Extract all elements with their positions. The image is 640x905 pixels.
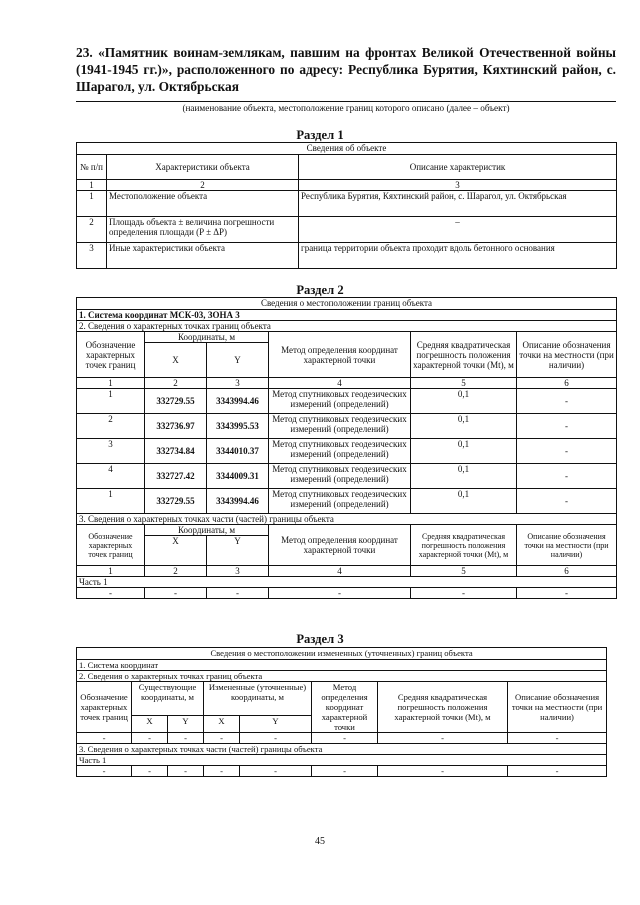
s2-header-desc: Описание обозначения точки на местности (при наличии) [517,332,617,378]
s2p-header-method: Метод определения координат характерной точки [269,525,411,566]
point-desc: - [517,389,617,414]
point-id: 3 [77,439,145,464]
point-desc: - [517,439,617,464]
row-number: 3 [77,243,107,269]
table-row [77,439,617,464]
s3-header-x: X [132,716,168,733]
row-description: граница территории объекта проходит вдоль бетонного основания [299,243,617,269]
point-error: 0,1 [411,389,517,414]
s2-header-method: Метод определения координат характерной точки [269,332,411,378]
s3-coord-system: 1. Система координат [77,660,607,671]
object-heading: 23. «Памятник воинам-землякам, павшим на фронтах Великой Отечественной войны (1941-1945 гг.)», расположенного по адресу: Республика Бурятия, Кяхтинский район, с. Шарагол, ул. Октябрьская [76,45,616,94]
point-y: 3344010.37 [207,439,269,464]
s2-header-coords: Координаты, м [145,332,269,343]
point-y: 3343995.53 [207,414,269,439]
s2p-col-number: 5 [411,566,517,577]
point-desc: - [517,464,617,489]
s2p-col-number: 6 [517,566,617,577]
s2p-col-number: 3 [207,566,269,577]
s1-col-number: 2 [107,180,299,191]
table-row [77,191,617,217]
s2-col-number: 6 [517,378,617,389]
s3-header-error: Средняя квадратическая погрешность положения характерной точки (Mt), м [378,682,508,733]
section-3-table-title: Сведения о местоположении измененных (уточненных) границ объекта [77,648,607,660]
empty-cell: - [207,588,269,599]
point-x: 332729.55 [145,489,207,514]
empty-cell: - [240,766,312,777]
point-id: 2 [77,414,145,439]
empty-cell: - [240,733,312,744]
s1-col-number: 1 [77,180,107,191]
s3-parts-subtitle: 3. Сведения о характерных точках части (частей) границы объекта [77,744,607,755]
point-y: 3343994.46 [207,389,269,414]
empty-cell: - [517,588,617,599]
row-number: 1 [77,191,107,217]
table-row [77,414,617,439]
s3-header-point: Обозначение характерных точек границ [77,682,132,733]
s2-header-point: Обозначение характерных точек границ [77,332,145,378]
s3-header-method: Метод определения координат характерной точки [312,682,378,733]
row-number: 2 [77,217,107,243]
point-method: Метод спутниковых геодезических измерений (определений) [269,414,411,439]
table-row [77,733,607,744]
s2-col-number: 1 [77,378,145,389]
s3-header-desc: Описание обозначения точки на местности (при наличии) [508,682,607,733]
empty-cell: - [204,766,240,777]
point-method: Метод спутниковых геодезических измерений (определений) [269,464,411,489]
s2p-col-number: 2 [145,566,207,577]
s2p-header-y: Y [207,536,269,566]
s1-header-characteristic: Характеристики объекта [107,155,299,180]
section-2-table [76,297,617,599]
page-number: 45 [315,836,325,847]
s3-header-existing: Существующие координаты, м [132,682,204,716]
point-x: 332734.84 [145,439,207,464]
empty-cell: - [508,733,607,744]
s3-header-changed: Измененные (уточненные) координаты, м [204,682,312,716]
table-row [77,389,617,414]
s2-col-number: 2 [145,378,207,389]
point-error: 0,1 [411,439,517,464]
section-3-table [76,647,607,777]
point-method: Метод спутниковых геодезических измерений (определений) [269,489,411,514]
point-error: 0,1 [411,414,517,439]
s2-col-number: 5 [411,378,517,389]
caption-rule [76,101,616,102]
empty-cell: - [378,766,508,777]
s3-points-subtitle: 2. Сведения о характерных точках границ объекта [77,671,607,682]
section-1-title: Раздел 1 [296,128,344,142]
point-method: Метод спутниковых геодезических измерений (определений) [269,439,411,464]
s2-points-subtitle: 2. Сведения о характерных точках границ объекта [77,321,617,332]
s2p-header-desc: Описание обозначения точки на местности (при наличии) [517,525,617,566]
s2p-header-error: Средняя квадратическая погрешность положения характерной точки (Mt), м [411,525,517,566]
table-row [77,243,617,269]
section-1-table [76,142,617,269]
point-y: 3343994.46 [207,489,269,514]
empty-cell: - [132,766,168,777]
s2-coord-system: 1. Система координат МСК-03, ЗОНА 3 [77,310,617,321]
s2-header-y: Y [207,343,269,378]
row-characteristic: Иные характеристики объекта [107,243,299,269]
point-x: 332727.42 [145,464,207,489]
row-description: Республика Бурятия, Кяхтинский район, с. Шарагол, ул. Октябрьская [299,191,617,217]
point-method: Метод спутниковых геодезических измерений (определений) [269,389,411,414]
s3-part-label: Часть 1 [77,755,607,766]
table-row [77,588,617,599]
object-caption: (наименование объекта, местоположение границ которого описано (далее – объект) [182,103,510,113]
s1-header-number: № п/п [77,155,107,180]
s2-part-label: Часть 1 [77,577,617,588]
empty-cell: - [168,733,204,744]
point-id: 1 [77,489,145,514]
s2-header-x: X [145,343,207,378]
empty-cell: - [508,766,607,777]
point-x: 332736.97 [145,414,207,439]
empty-cell: - [132,733,168,744]
s3-header-y: Y [240,716,312,733]
empty-cell: - [411,588,517,599]
table-row [77,464,617,489]
s2p-col-number: 1 [77,566,145,577]
s3-header-x: X [204,716,240,733]
s2p-header-point: Обозначение характерных точек границ [77,525,145,566]
table-row [77,766,607,777]
s1-header-description: Описание характеристик [299,155,617,180]
point-id: 1 [77,389,145,414]
s2-parts-subtitle: 3. Сведения о характерных точках части (частей) границы объекта [77,514,617,525]
point-desc: - [517,414,617,439]
s3-header-y: Y [168,716,204,733]
point-desc: - [517,489,617,514]
point-error: 0,1 [411,489,517,514]
section-3-title: Раздел 3 [296,632,344,646]
row-description: – [299,217,617,243]
empty-cell: - [145,588,207,599]
row-characteristic: Площадь объекта ± величина погрешности определения площади (P ± ΔP) [107,217,299,243]
point-x: 332729.55 [145,389,207,414]
point-y: 3344009.31 [207,464,269,489]
empty-cell: - [77,733,132,744]
empty-cell: - [269,588,411,599]
s1-col-number: 3 [299,180,617,191]
point-error: 0,1 [411,464,517,489]
table-row [77,217,617,243]
section-2-title: Раздел 2 [296,283,344,297]
section-2-table-title: Сведения о местоположении границ объекта [77,298,617,310]
table-row [77,489,617,514]
section-1-table-title: Сведения об объекте [77,143,617,155]
empty-cell: - [77,588,145,599]
s2-col-number: 4 [269,378,411,389]
empty-cell: - [204,733,240,744]
point-id: 4 [77,464,145,489]
empty-cell: - [168,766,204,777]
row-characteristic: Местоположение объекта [107,191,299,217]
s2-header-error: Средняя квадратическая погрешность положения характерной точки (Mt), м [411,332,517,378]
s2p-col-number: 4 [269,566,411,577]
s2p-header-coords: Координаты, м [145,525,269,536]
empty-cell: - [77,766,132,777]
s2p-header-x: X [145,536,207,566]
empty-cell: - [378,733,508,744]
empty-cell: - [312,766,378,777]
empty-cell: - [312,733,378,744]
s2-col-number: 3 [207,378,269,389]
